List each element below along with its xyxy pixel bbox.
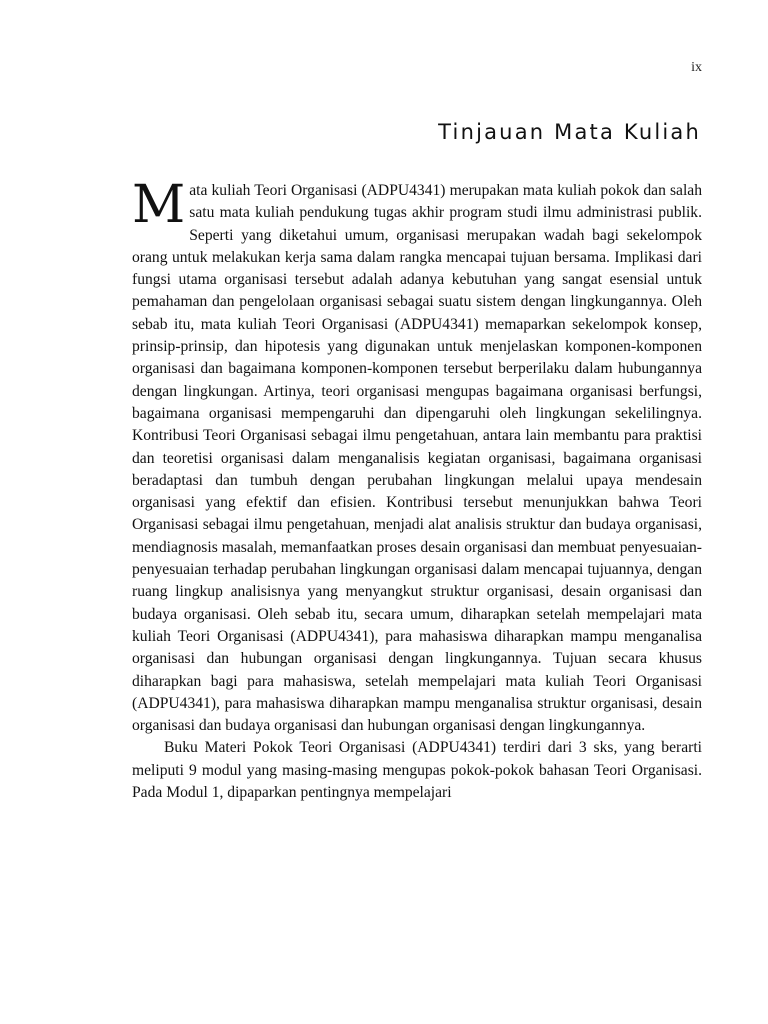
page-title: Tinjauan Mata Kuliah: [438, 120, 701, 144]
drop-cap: M: [132, 175, 184, 235]
page-number: ix: [691, 60, 702, 75]
paragraph-1-text: ata kuliah Teori Organisasi (ADPU4341) merupakan mata kuliah pokok dan salah satu mata kuliah pendukung tugas akhir program studi ilmu administrasi publik. Seperti yang diketahui umum, organisasi merupakan wadah bagi sekelompok orang untuk melakukan kerja sama dalam rangka mencapai tujuan bersama. Implikasi dari fungsi utama organisasi tersebut adalah adanya kebutuhan yang sangat esensial untuk pemahaman dan pengelolaan organisasi sebagai suatu sistem dengan lingkungannya. Oleh sebab itu, mata kuliah Teori Organisasi (ADPU4341) memaparkan sekelompok konsep, prinsip-prinsip, dan hipotesis yang digunakan untuk menjelaskan komponen-komponen organisasi dan bagaimana komponen-komponen tersebut berperilaku dalam hubungannya dengan lingkungan. Artinya, teori organisasi mengupas bagaimana organisasi berfungsi, bagaimana organisasi mempengaruhi dan dipengaruhi oleh lingkungan sekelilingnya. Kontribusi Teori Organisasi sebagai ilmu pengetahuan, antara lain membantu para praktisi dan teoretisi organisasi dalam menganalisis kegiatan organisasi, bagaimana organisasi beradaptasi dan tumbuh dengan perubahan lingkungan melalui upaya mendesain organisasi yang efektif dan efisien. Kontribusi tersebut menunjukkan bahwa Teori Organisasi sebagai ilmu pengetahuan, menjadi alat analisis struktur dan budaya organisasi, mendiagnosis masalah, memanfaatkan proses desain organisasi dan membuat penyesuaian-penyesuaian terhadap perubahan lingkungan organisasi dalam mencapai tujuannya, dengan ruang lingkup analisisnya yang menyangkut struktur organisasi, desain organisasi dan budaya organisasi. Oleh sebab itu, secara umum, diharapkan setelah mempelajari mata kuliah Teori Organisasi (ADPU4341), para mahasiswa diharapkan mampu menganalisa organisasi dan hubungan organisasi dengan lingkungannya. Tujuan secara khusus diharapkan bagi para mahasiswa, setelah mempelajari mata kuliah Teori Organisasi (ADPU4341), para mahasiswa diharapkan mampu menganalisa struktur organisasi, desain organisasi dan budaya organisasi dan hubungan organisasi dengan lingkungannya.: [132, 182, 702, 735]
paragraph-2: Buku Materi Pokok Teori Organisasi (ADPU4341) terdiri dari 3 sks, yang berarti meliputi 9 modul yang masing-masing mengupas pokok-pokok bahasan Teori Organisasi. Pada Modul 1, dipaparkan pentingnya mempelajari: [132, 739, 702, 802]
paragraph-1: [132, 175, 702, 737]
body-text: [132, 175, 702, 804]
